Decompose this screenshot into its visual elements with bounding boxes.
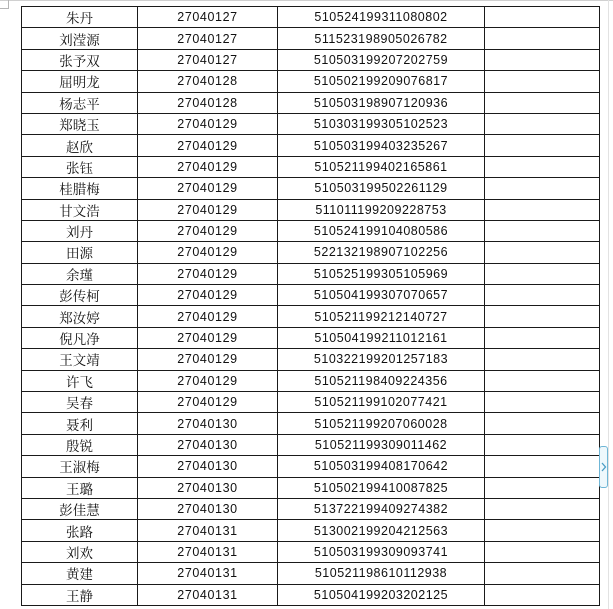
student-name-cell[interactable]: 张路 bbox=[22, 520, 138, 541]
student-name-cell[interactable]: 许飞 bbox=[22, 370, 138, 391]
table-row bbox=[22, 135, 600, 156]
table-row bbox=[22, 71, 600, 92]
table-row bbox=[22, 584, 600, 605]
id-number-cell[interactable]: 510503199207202759 bbox=[278, 49, 485, 70]
id-number-cell[interactable]: 513002199204212563 bbox=[278, 520, 485, 541]
table-row bbox=[22, 477, 600, 498]
student-name-cell[interactable]: 桂腊梅 bbox=[22, 178, 138, 199]
student-name-cell[interactable]: 刘丹 bbox=[22, 220, 138, 241]
student-name-cell[interactable]: 屈明龙 bbox=[22, 71, 138, 92]
id-number-cell[interactable]: 510521198610112938 bbox=[278, 563, 485, 584]
id-number-cell[interactable]: 510322199201257183 bbox=[278, 349, 485, 370]
empty-cell[interactable] bbox=[485, 28, 600, 49]
empty-cell[interactable] bbox=[485, 456, 600, 477]
id-number-cell[interactable]: 522132198907102256 bbox=[278, 242, 485, 263]
empty-cell[interactable] bbox=[485, 392, 600, 413]
id-number-cell[interactable]: 510524199104080586 bbox=[278, 220, 485, 241]
student-name-cell[interactable]: 聂利 bbox=[22, 413, 138, 434]
student-name-cell[interactable]: 倪凡净 bbox=[22, 327, 138, 348]
table-row bbox=[22, 199, 600, 220]
page-corner-mark bbox=[0, 0, 9, 9]
class-number-cell[interactable]: 27040129 bbox=[138, 220, 278, 241]
empty-cell[interactable] bbox=[485, 71, 600, 92]
id-number-cell[interactable]: 510504199307070657 bbox=[278, 285, 485, 306]
class-number-cell[interactable]: 27040129 bbox=[138, 135, 278, 156]
class-number-cell[interactable]: 27040130 bbox=[138, 456, 278, 477]
table-row bbox=[22, 242, 600, 263]
id-number-cell[interactable]: 510503199309093741 bbox=[278, 541, 485, 562]
empty-cell[interactable] bbox=[485, 498, 600, 519]
class-number-cell[interactable]: 27040128 bbox=[138, 92, 278, 113]
table-row bbox=[22, 413, 600, 434]
class-number-cell[interactable]: 27040128 bbox=[138, 71, 278, 92]
table-row bbox=[22, 327, 600, 348]
class-number-cell[interactable]: 27040129 bbox=[138, 156, 278, 177]
table-row bbox=[22, 28, 600, 49]
id-number-cell[interactable]: 510521199212140727 bbox=[278, 306, 485, 327]
student-name-cell[interactable]: 王璐 bbox=[22, 477, 138, 498]
table-row bbox=[22, 156, 600, 177]
class-number-cell[interactable]: 27040131 bbox=[138, 520, 278, 541]
empty-cell[interactable] bbox=[485, 370, 600, 391]
id-number-cell[interactable]: 510521199102077421 bbox=[278, 392, 485, 413]
class-number-cell[interactable]: 27040129 bbox=[138, 285, 278, 306]
student-name-cell[interactable]: 田源 bbox=[22, 242, 138, 263]
id-number-cell[interactable]: 510521199207060028 bbox=[278, 413, 485, 434]
table-row bbox=[22, 498, 600, 519]
student-name-cell[interactable]: 赵欣 bbox=[22, 135, 138, 156]
id-number-cell[interactable]: 510503199408170642 bbox=[278, 456, 485, 477]
id-number-cell[interactable]: 513722199409274382 bbox=[278, 498, 485, 519]
id-number-cell[interactable]: 510524199311080802 bbox=[278, 7, 485, 28]
empty-cell[interactable] bbox=[485, 199, 600, 220]
empty-cell[interactable] bbox=[485, 563, 600, 584]
table-row bbox=[22, 434, 600, 455]
table-row bbox=[22, 306, 600, 327]
class-number-cell[interactable]: 27040131 bbox=[138, 584, 278, 605]
class-number-cell[interactable]: 27040130 bbox=[138, 434, 278, 455]
class-number-cell[interactable]: 27040129 bbox=[138, 392, 278, 413]
class-number-cell[interactable]: 27040129 bbox=[138, 199, 278, 220]
empty-cell[interactable] bbox=[485, 349, 600, 370]
class-number-cell[interactable]: 27040129 bbox=[138, 242, 278, 263]
student-name-cell[interactable]: 杨志平 bbox=[22, 92, 138, 113]
empty-cell[interactable] bbox=[485, 541, 600, 562]
student-name-cell[interactable]: 殷锐 bbox=[22, 434, 138, 455]
student-name-cell[interactable]: 郑晓玉 bbox=[22, 113, 138, 134]
class-number-cell[interactable]: 27040131 bbox=[138, 541, 278, 562]
chevron-right-icon bbox=[600, 462, 607, 472]
empty-cell[interactable] bbox=[485, 306, 600, 327]
student-name-cell[interactable]: 刘滢源 bbox=[22, 28, 138, 49]
class-number-cell[interactable]: 27040130 bbox=[138, 498, 278, 519]
student-name-cell[interactable]: 王文靖 bbox=[22, 349, 138, 370]
expand-panel-handle[interactable] bbox=[599, 446, 608, 488]
page-top-edge bbox=[0, 0, 613, 1]
empty-cell[interactable] bbox=[485, 413, 600, 434]
empty-cell[interactable] bbox=[485, 242, 600, 263]
class-number-cell[interactable]: 27040131 bbox=[138, 563, 278, 584]
student-name-cell[interactable]: 张予双 bbox=[22, 49, 138, 70]
id-number-cell[interactable]: 511523198905026782 bbox=[278, 28, 485, 49]
table-row bbox=[22, 349, 600, 370]
class-number-cell[interactable]: 27040127 bbox=[138, 7, 278, 28]
empty-cell[interactable] bbox=[485, 92, 600, 113]
class-number-cell[interactable]: 27040129 bbox=[138, 113, 278, 134]
class-number-cell[interactable]: 27040129 bbox=[138, 349, 278, 370]
id-number-cell[interactable]: 510504199211012161 bbox=[278, 327, 485, 348]
id-number-cell[interactable]: 510504199203202125 bbox=[278, 584, 485, 605]
empty-cell[interactable] bbox=[485, 113, 600, 134]
student-name-cell[interactable]: 刘欢 bbox=[22, 541, 138, 562]
empty-cell[interactable] bbox=[485, 178, 600, 199]
student-name-cell[interactable]: 王静 bbox=[22, 584, 138, 605]
table-row bbox=[22, 563, 600, 584]
id-number-cell[interactable]: 510503198907120936 bbox=[278, 92, 485, 113]
empty-cell[interactable] bbox=[485, 49, 600, 70]
student-name-cell[interactable]: 张钰 bbox=[22, 156, 138, 177]
id-number-cell[interactable]: 510502199209076817 bbox=[278, 71, 485, 92]
class-number-cell[interactable]: 27040129 bbox=[138, 178, 278, 199]
class-number-cell[interactable]: 27040129 bbox=[138, 327, 278, 348]
table-row bbox=[22, 49, 600, 70]
empty-cell[interactable] bbox=[485, 285, 600, 306]
table-row bbox=[22, 178, 600, 199]
table-row bbox=[22, 541, 600, 562]
id-number-cell[interactable]: 511011199209228753 bbox=[278, 199, 485, 220]
table-row bbox=[22, 92, 600, 113]
empty-cell[interactable] bbox=[485, 434, 600, 455]
student-name-cell[interactable]: 郑汝婷 bbox=[22, 306, 138, 327]
student-name-cell[interactable]: 甘文浩 bbox=[22, 199, 138, 220]
table-row bbox=[22, 220, 600, 241]
id-number-cell[interactable]: 510303199305102523 bbox=[278, 113, 485, 134]
class-number-cell[interactable]: 27040127 bbox=[138, 49, 278, 70]
empty-cell[interactable] bbox=[485, 135, 600, 156]
student-name-cell[interactable]: 彭传柯 bbox=[22, 285, 138, 306]
empty-cell[interactable] bbox=[485, 327, 600, 348]
table-row bbox=[22, 7, 600, 28]
empty-cell[interactable] bbox=[485, 7, 600, 28]
student-name-cell[interactable]: 余瑾 bbox=[22, 263, 138, 284]
class-number-cell[interactable]: 27040129 bbox=[138, 306, 278, 327]
id-number-cell[interactable]: 510502199410087825 bbox=[278, 477, 485, 498]
student-name-cell[interactable]: 吴春 bbox=[22, 392, 138, 413]
empty-cell[interactable] bbox=[485, 520, 600, 541]
id-number-cell[interactable]: 510525199305105969 bbox=[278, 263, 485, 284]
id-number-cell[interactable]: 510521199309011462 bbox=[278, 434, 485, 455]
id-number-cell[interactable]: 510521198409224356 bbox=[278, 370, 485, 391]
student-name-cell[interactable]: 黄建 bbox=[22, 563, 138, 584]
id-number-cell[interactable]: 510521199402165861 bbox=[278, 156, 485, 177]
class-number-cell[interactable]: 27040129 bbox=[138, 263, 278, 284]
table-row bbox=[22, 456, 600, 477]
student-name-cell[interactable]: 朱丹 bbox=[22, 7, 138, 28]
student-name-cell[interactable]: 彭佳慧 bbox=[22, 498, 138, 519]
table-row bbox=[22, 263, 600, 284]
class-number-cell[interactable]: 27040130 bbox=[138, 413, 278, 434]
table-row bbox=[22, 285, 600, 306]
empty-cell[interactable] bbox=[485, 584, 600, 605]
roster-table-body bbox=[22, 7, 600, 606]
empty-cell[interactable] bbox=[485, 263, 600, 284]
empty-cell[interactable] bbox=[485, 220, 600, 241]
empty-cell[interactable] bbox=[485, 156, 600, 177]
id-number-cell[interactable]: 510503199502261129 bbox=[278, 178, 485, 199]
student-name-cell[interactable]: 王淑梅 bbox=[22, 456, 138, 477]
page-right-edge bbox=[608, 0, 609, 609]
class-number-cell[interactable]: 27040130 bbox=[138, 477, 278, 498]
empty-cell[interactable] bbox=[485, 477, 600, 498]
student-roster-table bbox=[21, 6, 600, 606]
class-number-cell[interactable]: 27040127 bbox=[138, 28, 278, 49]
class-number-cell[interactable]: 27040129 bbox=[138, 370, 278, 391]
table-row bbox=[22, 520, 600, 541]
table-row bbox=[22, 392, 600, 413]
table-row bbox=[22, 113, 600, 134]
id-number-cell[interactable]: 510503199403235267 bbox=[278, 135, 485, 156]
table-row bbox=[22, 370, 600, 391]
